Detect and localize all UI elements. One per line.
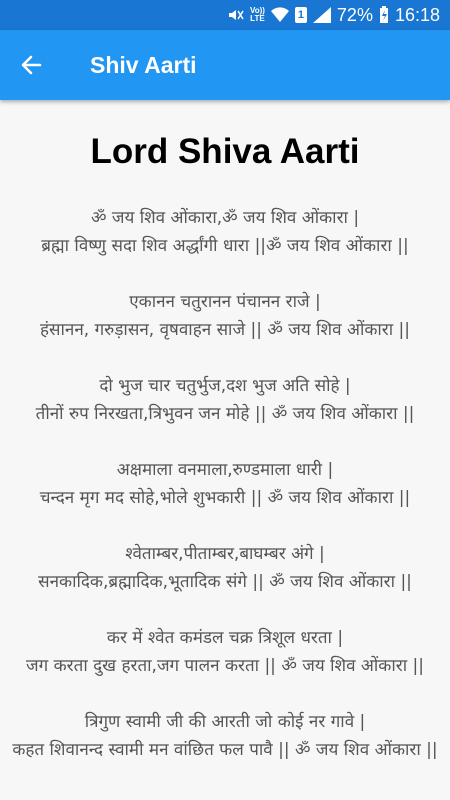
arrow-back-icon <box>20 54 42 76</box>
verse-line: एकानन चतुरानन पंचानन राजे | <box>129 292 321 312</box>
verse-7 <box>10 708 440 764</box>
content-scroll[interactable] <box>0 100 450 800</box>
verse-line: ॐ जय शिव ओंकारा,ॐ जय शिव ओंकारा | <box>90 208 360 228</box>
app-bar <box>0 30 450 100</box>
verse-line: तीनों रुप निरखता,त्रिभुवन जन मोहे || ॐ जय शिव ओंकारा || <box>35 404 415 424</box>
sim-icon: 1 <box>295 7 307 23</box>
page-title: Lord Shiva Aarti <box>90 132 360 171</box>
battery-percent: 72% <box>336 4 373 25</box>
verse-line: त्रिगुण स्वामी जी की आरती जो कोई नर गावे | <box>84 712 366 732</box>
verse-line: ब्रह्मा विष्णु सदा शिव अर्द्धांगी धारा ||ॐ जय शिव ओंकारा || <box>41 236 409 256</box>
verse-6 <box>10 624 440 680</box>
verse-line: कहत शिवानन्द स्वामी मन वांछित फल पावै || ॐ जय शिव ओंकारा || <box>12 740 438 760</box>
verse-line: श्वेताम्बर,पीताम्बर,बाघम्बर अंगे | <box>125 544 325 564</box>
verse-line: कर में श्वेत कमंडल चक्र त्रिशूल धरता | <box>106 628 344 648</box>
battery-charging-icon <box>379 6 389 24</box>
verse-list <box>0 204 450 764</box>
mute-icon <box>226 6 244 24</box>
verse-line: सनकादिक,ब्रह्मादिक,भूतादिक संगे || ॐ जय शिव ओंकारा || <box>38 572 412 592</box>
back-button[interactable] <box>16 50 46 80</box>
verse-line: दो भुज चार चतुर्भुज,दश भुज अति सोहे | <box>99 376 351 396</box>
verse-line: हंसानन, गरुड़ासन, वृषवाहन साजे || ॐ जय शिव ओंकारा || <box>40 320 410 340</box>
verse-line: अक्षमाला वनमाला,रुण्डमाला धारी | <box>116 460 334 480</box>
wifi-icon <box>271 7 289 23</box>
verse-5 <box>10 540 440 596</box>
app-title: Shiv Aarti <box>90 51 197 78</box>
verse-2 <box>10 288 440 344</box>
status-bar <box>0 0 450 30</box>
verse-1 <box>10 204 440 260</box>
clock: 16:18 <box>394 4 440 25</box>
verse-line: चन्दन मृग मद सोहे,भोले शुभकारी || ॐ जय शिव ओंकारा || <box>39 488 411 508</box>
verse-line: जग करता दुख हरता,जग पालन करता || ॐ जय शिव ओंकारा || <box>26 656 424 676</box>
volte-icon: Vo)) LTE <box>249 6 265 23</box>
verse-3 <box>10 372 440 428</box>
signal-icon <box>313 7 331 23</box>
verse-4 <box>10 456 440 512</box>
